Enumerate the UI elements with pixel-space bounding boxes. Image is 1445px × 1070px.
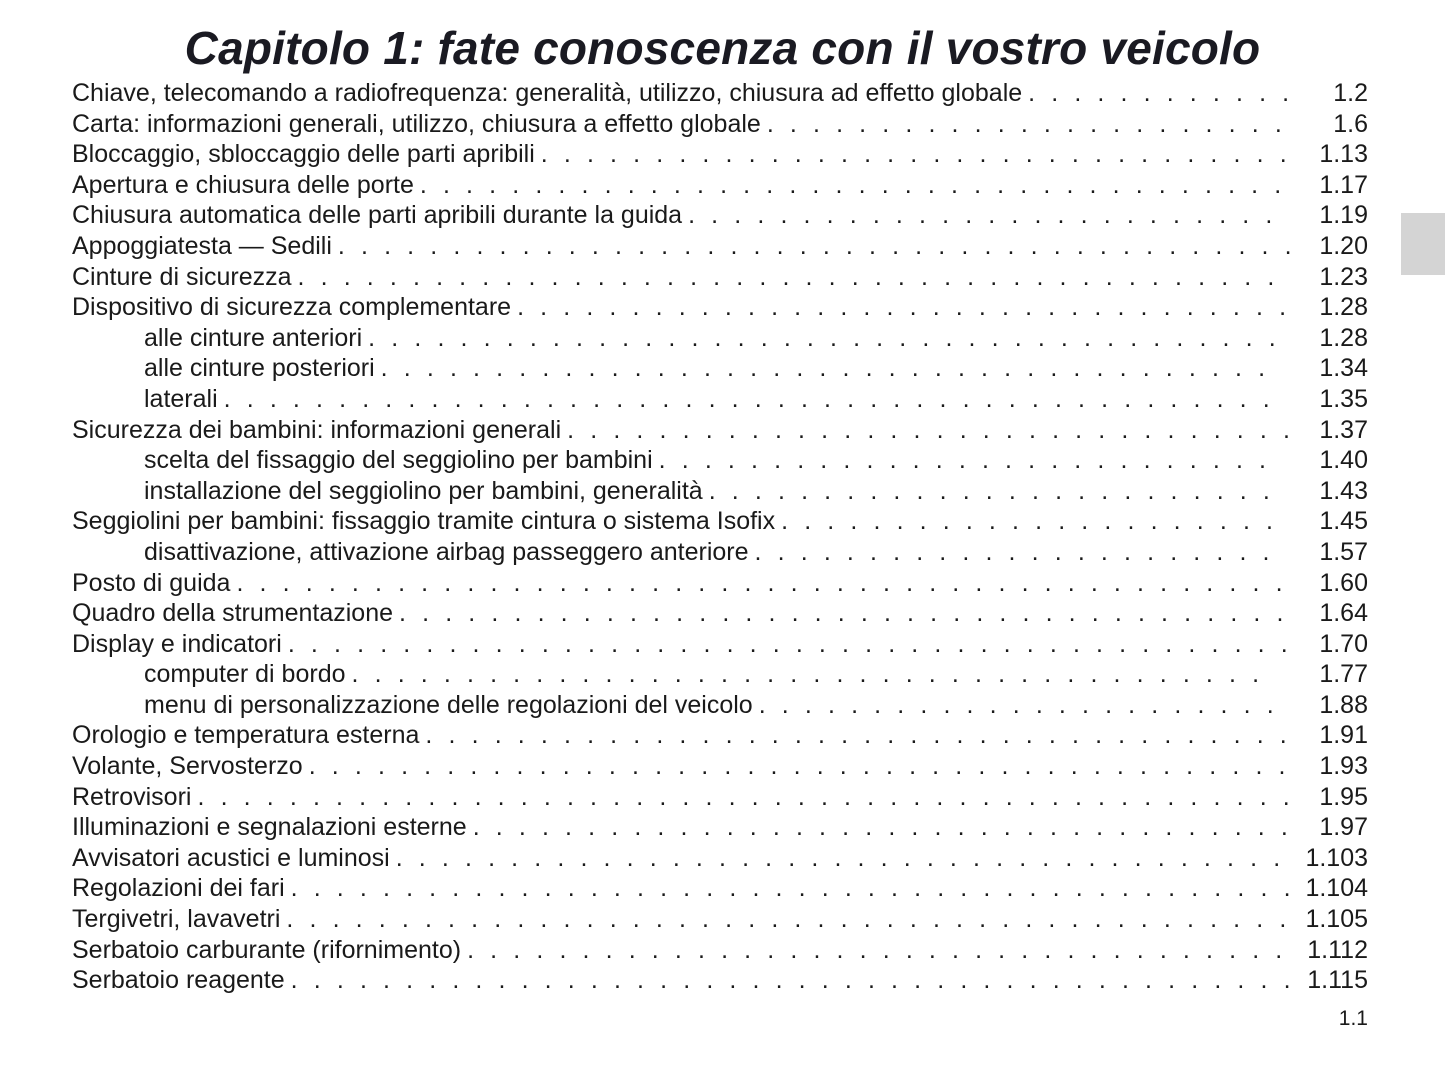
toc-entry-page: 1.60 (1319, 568, 1368, 597)
toc-entry[interactable] (72, 843, 1368, 874)
toc-subentry[interactable] (72, 384, 1368, 415)
toc-entry-label: menu di personalizzazione delle regolazioni del veicolo (144, 690, 753, 719)
toc-entry-page: 1.105 (1305, 905, 1368, 934)
toc-entry-label: computer di bordo (144, 660, 346, 689)
toc-entry[interactable] (72, 568, 1368, 599)
toc-entry-label: Retrovisori (72, 782, 192, 811)
toc-entry[interactable] (72, 598, 1368, 629)
toc-entry-label: Apertura e chiusura delle porte (72, 170, 414, 199)
toc-dot-leader (282, 629, 1290, 660)
toc-entry-page: 1.13 (1319, 140, 1368, 169)
toc-entry-label: Dispositivo di sicurezza complementare (72, 293, 512, 322)
toc-dot-leader (653, 445, 1274, 476)
toc-entry-label: Serbatoio reagente (72, 966, 285, 995)
toc-entry-page: 1.88 (1319, 690, 1368, 719)
toc-entry-label: Regolazioni dei fari (72, 874, 285, 903)
toc-entry[interactable] (72, 751, 1368, 782)
toc-entry-label: Volante, Servosterzo (72, 752, 303, 781)
toc-entry-page: 1.112 (1307, 935, 1368, 964)
toc-entry-page: 1.64 (1319, 599, 1368, 628)
toc-entry-label: Quadro della strumentazione (72, 599, 394, 628)
toc-subentry[interactable] (72, 690, 1368, 721)
toc-entry-label: Cinture di sicurezza (72, 262, 292, 291)
toc-entry-page: 1.95 (1319, 782, 1368, 811)
toc-entry-page: 1.91 (1319, 721, 1368, 750)
toc-entry[interactable] (72, 109, 1368, 140)
toc-entry-label: Display e indicatori (72, 629, 282, 658)
toc-entry-label: disattivazione, attivazione airbag passeggero anteriore (144, 537, 749, 566)
toc-dot-leader (191, 782, 1290, 813)
toc-entry-page: 1.77 (1319, 660, 1368, 689)
toc-entry-label: Seggiolini per bambini: fissaggio tramite cintura o sistema Isofix (72, 507, 776, 536)
table-of-contents (72, 78, 1368, 996)
toc-entry-page: 1.28 (1319, 293, 1368, 322)
toc-entry-page: 1.40 (1319, 446, 1368, 475)
toc-dot-leader (362, 323, 1274, 354)
toc-subentry[interactable] (72, 323, 1368, 354)
toc-entry-page: 1.45 (1319, 507, 1368, 536)
toc-entry-page: 1.6 (1333, 109, 1368, 138)
toc-entry[interactable] (72, 720, 1368, 751)
toc-dot-leader (303, 751, 1290, 782)
toc-entry-label: Sicurezza dei bambini: informazioni generali (72, 415, 562, 444)
toc-entry-label: alle cinture anteriori (144, 323, 363, 352)
toc-dot-leader (535, 139, 1290, 170)
toc-entry-label: Posto di guida (72, 568, 231, 597)
toc-dot-leader (230, 568, 1290, 599)
toc-dot-leader (280, 904, 1290, 935)
toc-entry[interactable] (72, 415, 1368, 446)
toc-entry-label: Orologio e temperatura esterna (72, 721, 420, 750)
toc-entry[interactable] (72, 139, 1368, 170)
toc-entry-page: 1.97 (1319, 813, 1368, 842)
toc-entry-label: installazione del seggiolino per bambini, generalità (144, 476, 703, 505)
toc-entry[interactable] (72, 873, 1368, 904)
page-number: 1.1 (1338, 1007, 1368, 1030)
toc-dot-leader (703, 476, 1274, 507)
toc-dot-leader (218, 384, 1274, 415)
toc-entry-page: 1.70 (1319, 629, 1368, 658)
toc-dot-leader (775, 506, 1290, 537)
toc-entry-page: 1.115 (1307, 966, 1368, 995)
toc-entry-label: Serbatoio carburante (rifornimento) (72, 935, 462, 964)
toc-entry-label: Illuminazioni e segnalazioni esterne (72, 813, 467, 842)
toc-entry-page: 1.57 (1319, 537, 1368, 566)
toc-entry-label: Avvisatori acustici e luminosi (72, 843, 390, 872)
toc-entry-page: 1.103 (1305, 843, 1368, 872)
toc-entry-page: 1.17 (1319, 170, 1368, 199)
toc-entry-page: 1.104 (1305, 874, 1368, 903)
toc-entry[interactable] (72, 78, 1368, 109)
toc-entry-page: 1.34 (1319, 354, 1368, 383)
toc-dot-leader (292, 262, 1290, 293)
toc-entry[interactable] (72, 782, 1368, 813)
toc-dot-leader (761, 109, 1290, 140)
toc-dot-leader (346, 659, 1274, 690)
toc-entry-label: Appoggiatesta — Sedili (72, 231, 332, 260)
toc-entry[interactable] (72, 904, 1368, 935)
toc-subentry[interactable] (72, 353, 1368, 384)
toc-entry[interactable] (72, 200, 1368, 231)
toc-entry-page: 1.23 (1319, 262, 1368, 291)
toc-dot-leader (461, 935, 1290, 966)
toc-entry-page: 1.19 (1319, 201, 1368, 230)
toc-entry-page: 1.20 (1319, 231, 1368, 260)
toc-dot-leader (419, 720, 1290, 751)
toc-entry-label: scelta del fissaggio del seggiolino per bambini (144, 446, 653, 475)
toc-entry[interactable] (72, 170, 1368, 201)
toc-dot-leader (511, 292, 1290, 323)
toc-dot-leader (749, 537, 1274, 568)
toc-subentry[interactable] (72, 445, 1368, 476)
toc-entry[interactable] (72, 262, 1368, 293)
toc-dot-leader (753, 690, 1274, 721)
toc-dot-leader (467, 812, 1290, 843)
toc-dot-leader (390, 843, 1290, 874)
chapter-title: Capitolo 1: fate conoscenza con il vostro veicolo (184, 22, 1261, 74)
toc-dot-leader (682, 200, 1290, 231)
toc-entry-page: 1.93 (1319, 752, 1368, 781)
toc-entry-label: Tergivetri, lavavetri (72, 905, 281, 934)
toc-entry-page: 1.2 (1333, 79, 1368, 107)
toc-subentry[interactable] (72, 476, 1368, 507)
toc-entry-page: 1.37 (1319, 415, 1368, 444)
toc-entry[interactable] (72, 812, 1368, 843)
toc-dot-leader (393, 598, 1290, 629)
toc-entry[interactable] (72, 506, 1368, 537)
toc-entry-label: Bloccaggio, sbloccaggio delle parti apribili (72, 140, 535, 169)
toc-dot-leader (414, 170, 1290, 201)
toc-dot-leader (332, 231, 1290, 262)
toc-entry-label: laterali (144, 384, 218, 413)
toc-dot-leader (285, 965, 1290, 996)
toc-entry[interactable] (72, 965, 1368, 996)
toc-entry-page: 1.28 (1319, 323, 1368, 352)
toc-entry-page: 1.35 (1319, 384, 1368, 413)
toc-entry-label: Chiusura automatica delle parti apribili durante la guida (72, 201, 683, 230)
toc-dot-leader (1022, 78, 1290, 109)
toc-entry[interactable] (72, 292, 1368, 323)
toc-dot-leader (375, 353, 1274, 384)
toc-dot-leader (285, 873, 1290, 904)
toc-entry-page: 1.43 (1319, 476, 1368, 505)
toc-dot-leader (561, 415, 1290, 446)
toc-entry[interactable] (72, 231, 1368, 262)
chapter-side-tab (1401, 213, 1445, 275)
toc-subentry[interactable] (72, 537, 1368, 568)
toc-entry-label: Carta: informazioni generali, utilizzo, chiusura a effetto globale (72, 109, 761, 138)
toc-entry[interactable] (72, 629, 1368, 660)
toc-entry-label: Chiave, telecomando a radiofrequenza: generalità, utilizzo, chiusura ad effetto globale (72, 79, 1023, 107)
toc-subentry[interactable] (72, 659, 1368, 690)
toc-entry[interactable] (72, 935, 1368, 966)
toc-entry-label: alle cinture posteriori (144, 354, 375, 383)
